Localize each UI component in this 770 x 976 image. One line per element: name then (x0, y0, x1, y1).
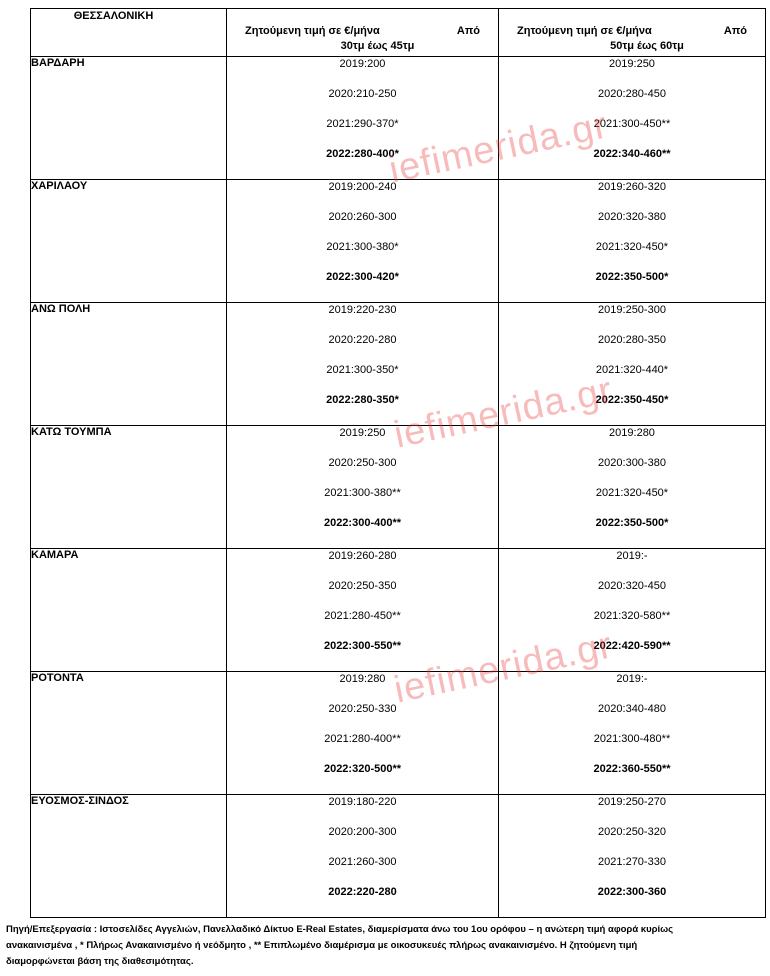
table-row (31, 795, 766, 918)
price-value: 2020:210-250 (328, 88, 397, 100)
price-cell (499, 57, 766, 180)
price-cell (499, 303, 766, 426)
price-value: 2019:260-280 (328, 550, 397, 562)
price-cell (227, 672, 499, 795)
price-value: 2019:250-270 (598, 796, 666, 808)
price-value: 2019:180-220 (328, 796, 397, 808)
price-value: 2019:220-230 (328, 304, 397, 316)
price-value: 2021:320-450* (595, 241, 669, 253)
price-value: 2022:300-360 (597, 886, 667, 898)
price-value: 2020:250-320 (598, 826, 666, 838)
price-value: 2019:- (616, 550, 648, 562)
price-value: 2020:340-480 (598, 703, 666, 715)
price-value: 2022:280-400* (326, 148, 399, 160)
watermark: iefimerida.gr (385, 104, 612, 192)
column-header-size: 50τμ έως 60τμ (610, 40, 684, 52)
column-header-label: Ζητούμενη τιμή σε €/μήνα (245, 25, 380, 37)
column-header-label: Ζητούμενη τιμή σε €/μήνα (517, 25, 652, 37)
table-row (31, 672, 766, 795)
price-value: 2021:300-380** (324, 487, 401, 499)
price-cell (499, 672, 766, 795)
footnote-line: Πηγή/Επεξεργασία : Ιστοσελίδες Αγγελιών, Πανελλαδικό Δίκτυο E-Real Estates, διαμερίσματα άνω του 1ου ορόφου – η ανώτερη τιμή αφορά κυρίως (6, 924, 674, 935)
price-value: 2021:300-350* (326, 364, 399, 376)
table-row (31, 549, 766, 672)
price-value: 2021:320-580** (593, 610, 671, 622)
price-value: 2022:280-350* (326, 394, 399, 406)
price-value: 2022:300-550** (323, 640, 402, 652)
price-cell (227, 180, 499, 303)
column-header-apo: Από (456, 25, 480, 37)
price-value: 2022:420-590** (593, 640, 671, 652)
price-value: 2019:200-240 (328, 181, 397, 193)
watermark: iefimerida.gr (390, 369, 617, 457)
price-value: 2022:350-450* (595, 394, 669, 406)
price-cell (499, 426, 766, 549)
price-value: 2021:300-450** (593, 118, 671, 130)
table-row (31, 57, 766, 180)
price-value: 2021:300-480** (593, 733, 671, 745)
table-row (31, 303, 766, 426)
price-value: 2020:300-380 (598, 457, 666, 469)
table-row (31, 426, 766, 549)
footnote-line: ανακαινισμένα , * Πλήρως Ανακαινισμένο ή νεόδμητο , ** Επιπλωμένο διαμέρισμα με οικοσυκευές πλήρως ανακαινισμένο. Η ζητούμενη τιμή (6, 940, 638, 951)
price-value: 2021:320-450* (595, 487, 669, 499)
price-value: 2021:300-380* (326, 241, 399, 253)
price-value: 2020:250-330 (328, 703, 397, 715)
price-value: 2020:200-300 (328, 826, 397, 838)
column-header-size: 30τμ έως 45τμ (340, 40, 415, 52)
price-cell (227, 549, 499, 672)
price-cell (499, 795, 766, 918)
price-value: 2019:250-300 (598, 304, 666, 316)
price-value: 2019:- (616, 673, 648, 685)
price-value: 2020:260-300 (328, 211, 397, 223)
price-value: 2022:300-400** (323, 517, 402, 529)
price-value: 2020:280-350 (598, 334, 666, 346)
area-name: ΚΑΜΑΡΑ (31, 549, 227, 672)
price-value: 2020:250-300 (328, 457, 397, 469)
column-header-apo: Από (723, 25, 747, 37)
price-value: 2019:260-320 (598, 181, 666, 193)
price-value: 2021:280-400** (324, 733, 401, 745)
price-value: 2019:200 (339, 58, 386, 70)
price-value: 2019:280 (609, 427, 655, 439)
price-cell (227, 795, 499, 918)
price-value: 2022:320-500** (323, 763, 402, 775)
price-value: 2022:350-500* (595, 271, 669, 283)
column-header-30-45 (227, 9, 499, 57)
price-value: 2021:320-440* (595, 364, 669, 376)
price-cell (227, 426, 499, 549)
price-value: 2022:350-500* (595, 517, 669, 529)
price-value: 2022:220-280 (328, 886, 397, 898)
area-name: ΚΑΤΩ ΤΟΥΜΠΑ (31, 426, 227, 549)
price-value: 2021:280-450** (324, 610, 401, 622)
area-name: ΕΥΟΣΜΟΣ-ΣΙΝΔΟΣ (31, 795, 227, 918)
price-value: 2019:250 (609, 58, 655, 70)
area-name: ΑΝΩ ΠΟΛΗ (31, 303, 227, 426)
price-value: 2019:250 (339, 427, 386, 439)
price-value: 2022:340-460** (593, 148, 671, 160)
price-cell (227, 57, 499, 180)
header-row (31, 9, 766, 57)
column-header-50-60 (499, 9, 766, 57)
price-value: 2021:260-300 (328, 856, 397, 868)
price-value: 2021:290-370* (326, 118, 399, 130)
table-row (31, 180, 766, 303)
price-cell (227, 303, 499, 426)
price-value: 2020:220-280 (328, 334, 397, 346)
price-value: 2022:300-420* (326, 271, 399, 283)
price-value: 2020:320-450 (598, 580, 666, 592)
price-value: 2020:250-350 (328, 580, 397, 592)
footnote (6, 922, 751, 970)
footnote-line: διαμορφώνεται βάση της διαθεσιμότητας. (6, 956, 194, 967)
rent-prices-table (30, 8, 766, 918)
price-value: 2019:280 (339, 673, 386, 685)
price-value: 2021:270-330 (598, 856, 666, 868)
price-cell (499, 180, 766, 303)
price-value: 2022:360-550** (593, 763, 671, 775)
price-value: 2020:320-380 (598, 211, 666, 223)
area-name: ΧΑΡΙΛΑΟΥ (31, 180, 227, 303)
watermark: iefimerida.gr (390, 624, 617, 712)
price-value: 2020:280-450 (598, 88, 666, 100)
city-label: ΘΕΣΣΑΛΟΝΙΚΗ (73, 10, 154, 22)
city-header (31, 9, 227, 57)
area-name: ΒΑΡΔΑΡΗ (31, 57, 227, 180)
area-name: ΡΟΤΟΝΤΑ (31, 672, 227, 795)
price-cell (499, 549, 766, 672)
